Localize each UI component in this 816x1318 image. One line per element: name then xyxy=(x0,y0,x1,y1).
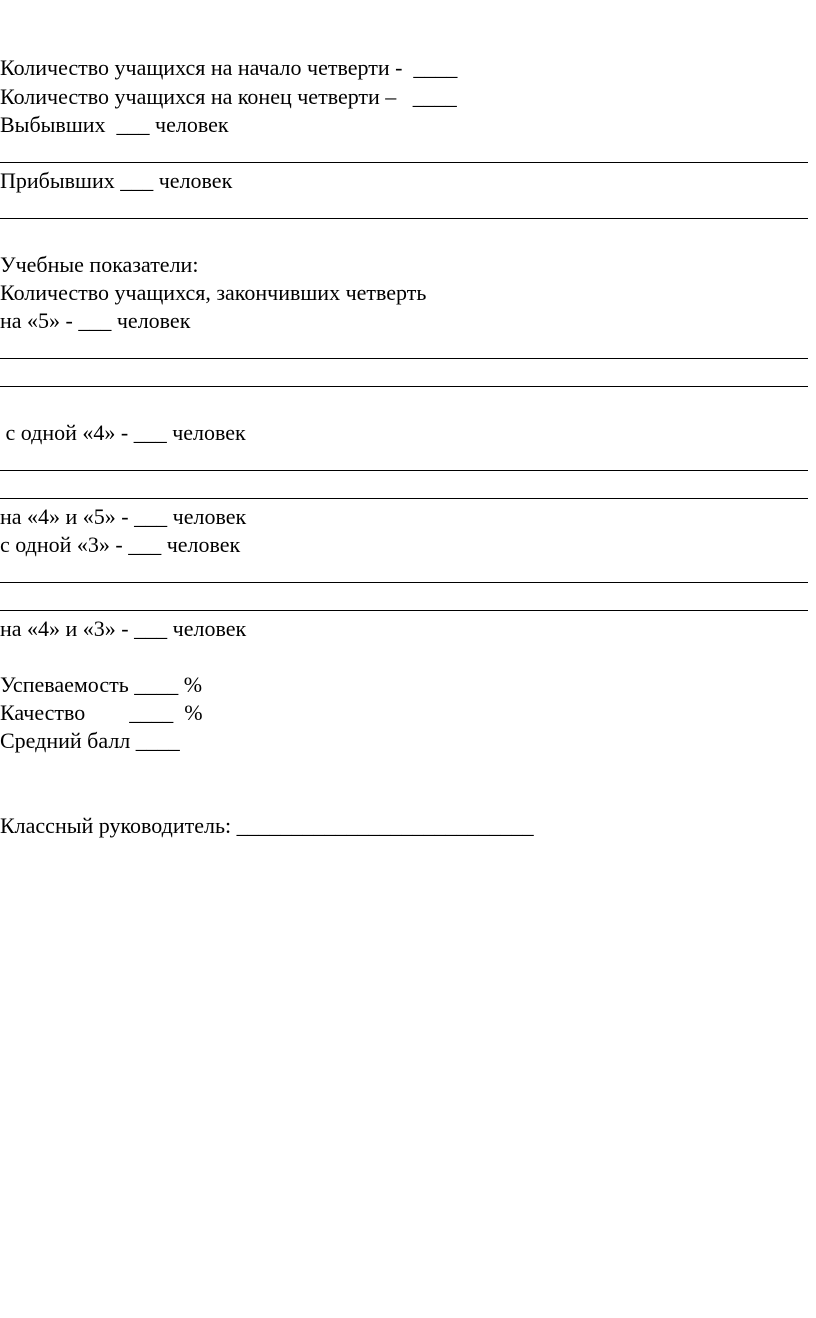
start-count-line: Количество учащихся на начало четверти - ____ xyxy=(0,55,458,80)
blank-rule-departed xyxy=(0,162,808,163)
end-count-line: Количество учащихся на конец четверти – ____ xyxy=(0,84,457,109)
grades-4-5-line: на «4» и «5» - ___ человек xyxy=(0,504,247,529)
quality-line: Качество ____ % xyxy=(0,700,203,725)
teacher-signature-line: Классный руководитель: ___________________________ xyxy=(0,813,534,838)
grades-4-3-line: на «4» и «3» - ___ человек xyxy=(0,616,247,641)
finished-label: Количество учащихся, закончивших четверть xyxy=(0,280,427,305)
average-line: Средний балл ____ xyxy=(0,728,180,753)
blank-rule-arrived xyxy=(0,218,808,219)
grade-5-line: на «5» - ___ человек xyxy=(0,308,191,333)
departed-line: Выбывших ___ человек xyxy=(0,112,229,137)
arrived-line: Прибывших ___ человек xyxy=(0,168,233,193)
blank-rule-one-4-a xyxy=(0,470,808,471)
academic-heading: Учебные показатели: xyxy=(0,252,199,277)
one-3-line: с одной «3» - ___ человек xyxy=(0,532,241,557)
blank-rule-one-4-b xyxy=(0,498,808,499)
blank-rule-one-3-a xyxy=(0,582,808,583)
one-4-line: с одной «4» - ___ человек xyxy=(0,420,246,445)
progress-line: Успеваемость ____ % xyxy=(0,672,203,697)
blank-rule-grade-5-b xyxy=(0,386,808,387)
blank-rule-one-3-b xyxy=(0,610,808,611)
blank-rule-grade-5-a xyxy=(0,358,808,359)
